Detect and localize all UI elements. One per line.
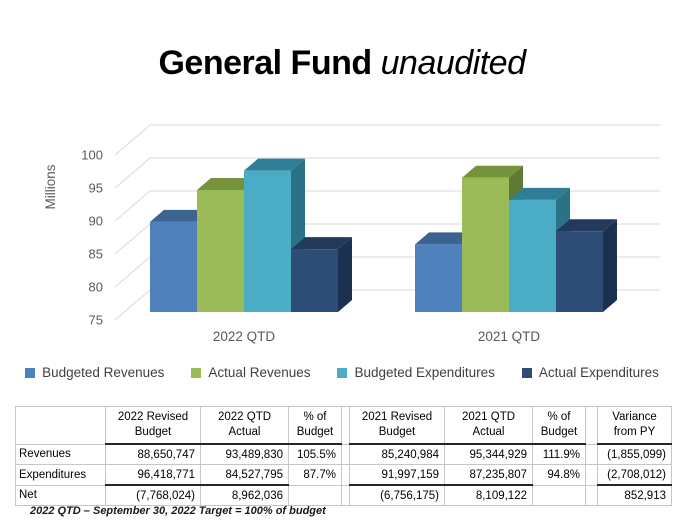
bar-group-2022-qtd xyxy=(150,159,352,312)
column-header: 2022 QTD Actual xyxy=(201,407,289,445)
table-cell: 96,418,771 xyxy=(106,465,201,486)
column-header: 2021 Revised Budget xyxy=(350,407,445,445)
legend-item-3 xyxy=(337,365,494,380)
legend-label: Budgeted Expenditures xyxy=(354,365,495,380)
table-cell xyxy=(533,485,586,506)
spacer-cell xyxy=(586,485,598,506)
legend-label: Budgeted Revenues xyxy=(42,365,165,380)
spacer-column xyxy=(342,407,350,445)
legend-item-2 xyxy=(191,365,310,380)
table-row xyxy=(16,465,672,486)
bar-actual-expenditures xyxy=(556,219,617,312)
table-cell: 111.9% xyxy=(533,444,586,465)
table-row xyxy=(16,485,672,506)
spacer-cell xyxy=(342,485,350,506)
y-tick-label: 85 xyxy=(88,246,103,262)
chart-legend xyxy=(0,365,684,380)
column-header: % of Budget xyxy=(289,407,342,445)
table-cell: 88,650,747 xyxy=(106,444,201,465)
table-cell: (7,768,024) xyxy=(106,485,201,506)
spacer-cell xyxy=(586,465,598,486)
category-label: 2022 QTD xyxy=(212,329,276,344)
legend-marker-icon xyxy=(191,368,201,378)
table-cell: 93,489,830 xyxy=(201,444,289,465)
row-label: Expenditures xyxy=(16,465,106,486)
row-label: Revenues xyxy=(16,444,106,465)
y-tick-label: 75 xyxy=(88,312,103,328)
legend-label: Actual Expenditures xyxy=(538,365,659,380)
row-label-header xyxy=(16,407,106,445)
legend-marker-icon xyxy=(25,368,35,378)
y-tick-label: 100 xyxy=(81,147,103,163)
table-cell: 8,109,122 xyxy=(445,485,533,506)
table-cell: 84,527,795 xyxy=(201,465,289,486)
y-axis-title: Millions xyxy=(43,164,58,210)
title-suffix: unaudited xyxy=(380,44,526,82)
table-cell: 87,235,807 xyxy=(445,465,533,486)
y-tick-label: 90 xyxy=(88,213,103,229)
spacer-cell xyxy=(342,465,350,486)
table-cell: 91,997,159 xyxy=(350,465,445,486)
table-row xyxy=(16,444,672,465)
table-cell: 105.5% xyxy=(289,444,342,465)
summary-table xyxy=(15,406,672,506)
table-cell: 85,240,984 xyxy=(350,444,445,465)
y-tick-label: 95 xyxy=(88,180,103,196)
column-header: 2021 QTD Actual xyxy=(445,407,533,445)
gridline xyxy=(115,158,660,188)
y-tick-label: 80 xyxy=(88,279,103,295)
table-cell: (1,855,099) xyxy=(598,444,672,465)
table-cell: 95,344,929 xyxy=(445,444,533,465)
gridline xyxy=(115,125,660,155)
table-cell: 852,913 xyxy=(598,485,672,506)
legend-item-1 xyxy=(25,365,164,380)
spacer-column xyxy=(586,407,598,445)
legend-item-4 xyxy=(522,365,659,380)
footnote: 2022 QTD – September 30, 2022 Target = 100% of budget xyxy=(30,505,326,517)
bar-group-2021-qtd xyxy=(415,166,617,312)
table-cell: 8,962,036 xyxy=(201,485,289,506)
table-cell: 94.8% xyxy=(533,465,586,486)
table-cell: (6,756,175) xyxy=(350,485,445,506)
column-header: Variance from PY xyxy=(598,407,672,445)
legend-marker-icon xyxy=(337,368,347,378)
table-cell: (2,708,012) xyxy=(598,465,672,486)
column-header: % of Budget xyxy=(533,407,586,445)
category-label: 2021 QTD xyxy=(477,329,541,344)
table-cell: 87.7% xyxy=(289,465,342,486)
title-main: General Fund xyxy=(158,44,372,82)
table-cell xyxy=(289,485,342,506)
column-header: 2022 Revised Budget xyxy=(106,407,201,445)
row-label: Net xyxy=(16,485,106,506)
spacer-cell xyxy=(586,444,598,465)
spacer-cell xyxy=(342,444,350,465)
summary-table-wrap xyxy=(15,406,672,506)
legend-marker-icon xyxy=(522,368,532,378)
bar-actual-expenditures xyxy=(291,237,352,312)
legend-label: Actual Revenues xyxy=(208,365,311,380)
